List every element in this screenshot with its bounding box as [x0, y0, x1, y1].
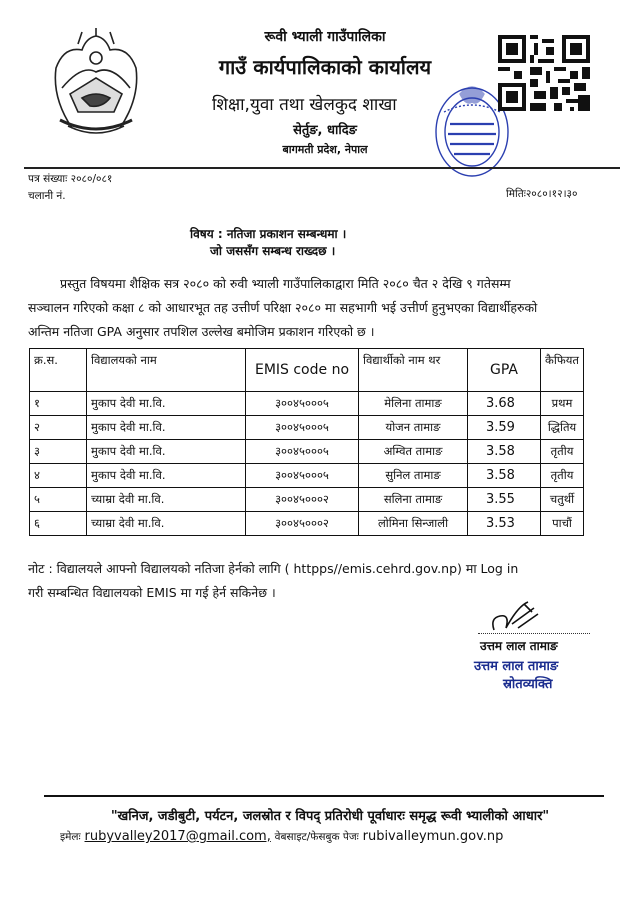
emis-cell: ३००४५०००२	[246, 488, 359, 512]
school-cell: मुकाप देवी मा.वि.	[87, 392, 246, 416]
remarks-cell: प्रथम	[541, 392, 584, 416]
stamp-name: उत्तम लाल तामाङ	[474, 659, 559, 674]
body-paragraph	[28, 272, 614, 344]
letter-date: मितिः२०८०।१२।३०	[506, 188, 578, 200]
subject-line: विषय : नतिजा प्रकाशन सम्बन्धमा ।	[190, 227, 347, 241]
school-cell: च्याम्रा देवी मा.वि.	[87, 512, 246, 536]
col-gpa: GPA	[468, 349, 541, 392]
emis-cell: ३००४५०००५	[246, 440, 359, 464]
col-remarks: कैफियत	[541, 349, 584, 392]
serial-cell: ४	[30, 464, 87, 488]
emis-cell: ३००४५०००५	[246, 392, 359, 416]
email-label: इमेलः	[60, 831, 81, 843]
office-location: सेर्तुङ, धादिङ	[293, 123, 357, 138]
website-label: वेबसाइट/फेसबुक पेजः	[274, 831, 359, 843]
remarks-cell: पाचौं	[541, 512, 584, 536]
stamp-title: स्रोतव्यक्ति	[503, 677, 553, 692]
remarks-cell: तृतीय	[541, 464, 584, 488]
municipality-name: रूवी भ्याली गाउँपालिका	[264, 29, 386, 45]
email-link[interactable]: rubyvalley2017@gmail.com,	[84, 829, 271, 844]
table-header-row	[30, 349, 584, 392]
serial-cell: ३	[30, 440, 87, 464]
gpa-cell: 3.68	[468, 392, 541, 416]
student-cell: मेलिना तामाङ	[359, 392, 468, 416]
emis-cell: ३००४५०००५	[246, 464, 359, 488]
table-row	[30, 416, 584, 440]
handwritten-signature	[488, 598, 548, 638]
remarks-cell: तृतीय	[541, 440, 584, 464]
dispatch-number: चलानी नं.	[28, 190, 66, 202]
school-cell: च्याम्रा देवी मा.वि.	[87, 488, 246, 512]
paragraph-line: सञ्चालन गरिएको कक्षा ८ को आधारभूत तह उत्तीर्ण परिक्षा २०८० मा सहभागी भई उत्तीर्ण हुनुभएका विद्यार्थीहरुको	[28, 300, 538, 315]
footer-slogan: "खनिज, जडीबुटी, पर्यटन, जलस्रोत र विपद् प्रतिरोधी पूर्वाधारः समृद्ध रूवी भ्यालीको आधार"	[110, 809, 550, 824]
student-cell: अम्वित तामाङ	[359, 440, 468, 464]
school-cell: मुकाप देवी मा.वि.	[87, 464, 246, 488]
footer-contact	[60, 829, 503, 844]
note-line: नोट : विद्यालयले आफ्नो विद्यालयको नतिजा हेर्नको लागि ( httpps//emis.cehrd.gov.np) मा Log in	[28, 561, 519, 576]
footer-divider	[44, 795, 604, 797]
col-emis: EMIS code no	[246, 349, 359, 392]
col-student: विद्यार्थीको नाम थर	[359, 349, 468, 392]
table-row	[30, 488, 584, 512]
signature-line	[478, 633, 590, 634]
table-row	[30, 464, 584, 488]
qr-code-icon	[498, 34, 590, 112]
table-row	[30, 392, 584, 416]
student-cell: योजन तामाङ	[359, 416, 468, 440]
serial-cell: ५	[30, 488, 87, 512]
office-province: बागमती प्रदेश, नेपाल	[282, 143, 368, 156]
gpa-cell: 3.58	[468, 464, 541, 488]
emis-cell: ३००४५०००५	[246, 416, 359, 440]
signatory-name: उत्तम लाल तामाङ	[480, 639, 558, 653]
gpa-cell: 3.59	[468, 416, 541, 440]
letter-number: पत्र संख्याः २०८०/०८१	[28, 173, 113, 185]
school-cell: मुकाप देवी मा.वि.	[87, 440, 246, 464]
header-divider	[24, 167, 620, 169]
table-row	[30, 440, 584, 464]
note-line: गरी सम्बन्धित विद्यालयको EMIS मा गई हेर्न सकिनेछ ।	[28, 585, 276, 600]
serial-cell: ६	[30, 512, 87, 536]
col-school: विद्यालयको नाम	[87, 349, 246, 392]
student-cell: लोमिना सिन्जाली	[359, 512, 468, 536]
results-table	[29, 348, 584, 536]
student-cell: सुनिल तामाङ	[359, 464, 468, 488]
gpa-cell: 3.53	[468, 512, 541, 536]
serial-cell: २	[30, 416, 87, 440]
website-link[interactable]: rubivalleymun.gov.np	[362, 829, 504, 844]
section-name: शिक्षा,युवा तथा खेलकुद शाखा	[212, 95, 397, 115]
nepal-emblem-icon	[42, 28, 150, 144]
office-name: गाउँ कार्यपालिकाको कार्यालय	[218, 55, 432, 79]
col-serial: क्र.स.	[30, 349, 87, 392]
gpa-cell: 3.55	[468, 488, 541, 512]
remarks-cell: द्धितिय	[541, 416, 584, 440]
student-cell: सलिना तामाङ	[359, 488, 468, 512]
serial-cell: १	[30, 392, 87, 416]
emis-cell: ३००४५०००२	[246, 512, 359, 536]
gpa-cell: 3.58	[468, 440, 541, 464]
school-cell: मुकाप देवी मा.वि.	[87, 416, 246, 440]
subject-recipient: जो जससँग सम्बन्ध राख्दछ ।	[210, 244, 336, 258]
paragraph-line: प्रस्तुत विषयमा शैक्षिक सत्र २०८० को रुवी भ्याली गाउँपालिकाद्वारा मिति २०८० चैत २ देखि ९ गतेसम्म	[60, 276, 511, 291]
table-row	[30, 512, 584, 536]
remarks-cell: चतुर्थी	[541, 488, 584, 512]
paragraph-line: अन्तिम नतिजा GPA अनुसार तपशिल उल्लेख बमोजिम प्रकाशन गरिएको छ ।	[28, 324, 375, 339]
